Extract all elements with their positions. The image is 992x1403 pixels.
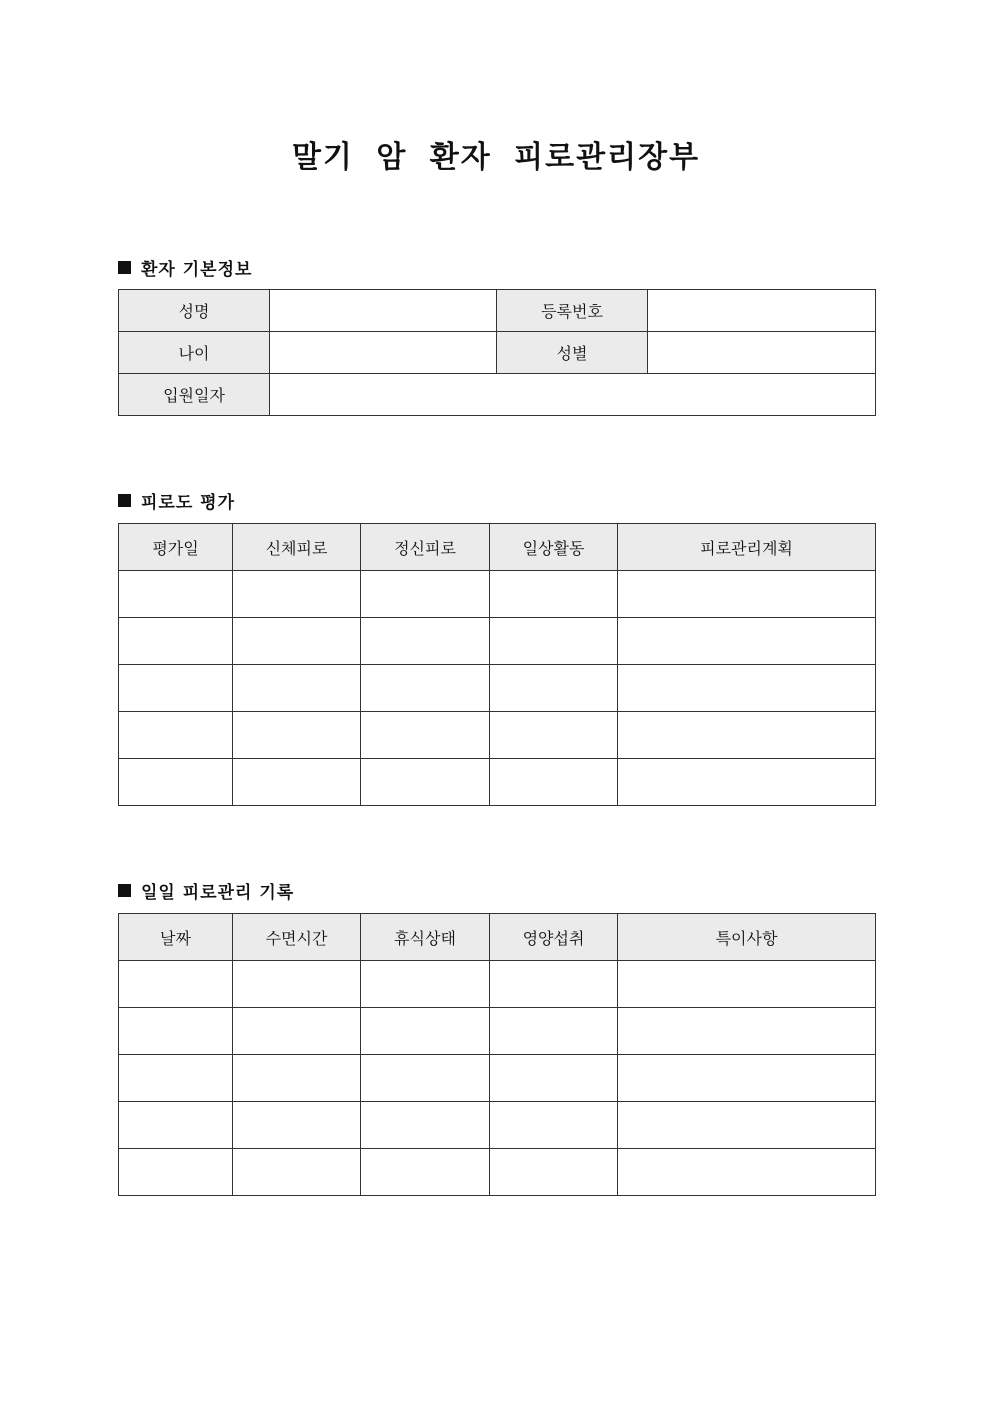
fatigue-assessment-table — [118, 523, 876, 806]
column-header: 피로관리계획 — [618, 524, 876, 571]
table-cell[interactable] — [490, 712, 618, 759]
table-row — [119, 712, 876, 759]
table-cell[interactable] — [119, 759, 233, 806]
table-cell[interactable] — [618, 1102, 876, 1149]
reg-no-label: 등록번호 — [497, 290, 648, 332]
column-header: 특이사항 — [618, 914, 876, 961]
table-cell[interactable] — [361, 1055, 490, 1102]
sex-label: 성별 — [497, 332, 648, 374]
table-cell[interactable] — [119, 618, 233, 665]
table-cell[interactable] — [490, 1149, 618, 1196]
table-cell[interactable] — [618, 759, 876, 806]
table-cell[interactable] — [361, 759, 490, 806]
table-row — [119, 759, 876, 806]
table-cell[interactable] — [361, 1149, 490, 1196]
table-header-row — [119, 524, 876, 571]
table-cell[interactable] — [490, 571, 618, 618]
section-heading-fatigue-assessment — [118, 488, 235, 513]
table-cell[interactable] — [119, 961, 233, 1008]
table-cell[interactable] — [361, 665, 490, 712]
patient-info-table — [118, 289, 876, 416]
table-cell[interactable] — [119, 1055, 233, 1102]
table-cell[interactable] — [618, 961, 876, 1008]
table-cell[interactable] — [233, 1149, 361, 1196]
table-cell[interactable] — [361, 618, 490, 665]
page-title: 말기 암 환자 피로관리장부 — [291, 140, 701, 175]
table-cell[interactable] — [233, 961, 361, 1008]
table-cell[interactable] — [119, 571, 233, 618]
table-cell[interactable] — [233, 618, 361, 665]
table-cell[interactable] — [618, 618, 876, 665]
table-cell[interactable] — [490, 961, 618, 1008]
column-header: 평가일 — [119, 524, 233, 571]
table-cell[interactable] — [119, 712, 233, 759]
table-cell[interactable] — [490, 759, 618, 806]
table-row — [119, 1008, 876, 1055]
sex-field[interactable] — [648, 332, 876, 374]
table-row — [119, 1102, 876, 1149]
section-heading-text: 일일 피로관리 기록 — [141, 883, 295, 903]
table-cell[interactable] — [119, 665, 233, 712]
table-row — [119, 571, 876, 618]
table-cell[interactable] — [618, 571, 876, 618]
column-header: 신체피로 — [233, 524, 361, 571]
table-cell[interactable] — [618, 1008, 876, 1055]
table-cell[interactable] — [233, 1055, 361, 1102]
table-row — [119, 665, 876, 712]
column-header: 날짜 — [119, 914, 233, 961]
square-bullet-icon — [118, 884, 131, 897]
table-cell[interactable] — [233, 712, 361, 759]
table-cell[interactable] — [233, 759, 361, 806]
square-bullet-icon — [118, 494, 131, 507]
daily-record-table — [118, 913, 876, 1196]
table-cell[interactable] — [361, 571, 490, 618]
table-cell[interactable] — [361, 712, 490, 759]
section-heading-text: 환자 기본정보 — [141, 260, 253, 280]
table-row — [119, 1149, 876, 1196]
table-cell[interactable] — [233, 1102, 361, 1149]
table-cell[interactable] — [618, 712, 876, 759]
table-row — [119, 1055, 876, 1102]
column-header: 수면시간 — [233, 914, 361, 961]
table-cell[interactable] — [618, 1055, 876, 1102]
table-cell[interactable] — [618, 1149, 876, 1196]
table-cell[interactable] — [119, 1149, 233, 1196]
table-header-row — [119, 914, 876, 961]
admission-date-field[interactable] — [270, 374, 876, 416]
table-cell[interactable] — [490, 1008, 618, 1055]
table-row — [119, 961, 876, 1008]
column-header: 휴식상태 — [361, 914, 490, 961]
section-heading-text: 피로도 평가 — [141, 493, 236, 513]
table-cell[interactable] — [233, 1008, 361, 1055]
table-cell[interactable] — [361, 1102, 490, 1149]
age-label: 나이 — [119, 332, 270, 374]
square-bullet-icon — [118, 261, 131, 274]
name-field[interactable] — [270, 290, 497, 332]
table-cell[interactable] — [361, 961, 490, 1008]
column-header: 일상활동 — [490, 524, 618, 571]
name-label: 성명 — [119, 290, 270, 332]
age-field[interactable] — [270, 332, 497, 374]
table-cell[interactable] — [490, 618, 618, 665]
table-row — [119, 618, 876, 665]
table-cell[interactable] — [361, 1008, 490, 1055]
table-row — [119, 374, 876, 416]
table-cell[interactable] — [490, 1055, 618, 1102]
table-row — [119, 332, 876, 374]
column-header: 영양섭취 — [490, 914, 618, 961]
table-cell[interactable] — [119, 1008, 233, 1055]
table-cell[interactable] — [233, 665, 361, 712]
table-cell[interactable] — [119, 1102, 233, 1149]
table-cell[interactable] — [618, 665, 876, 712]
reg-no-field[interactable] — [648, 290, 876, 332]
admission-date-label: 입원일자 — [119, 374, 270, 416]
table-cell[interactable] — [490, 1102, 618, 1149]
column-header: 정신피로 — [361, 524, 490, 571]
section-heading-patient-info — [118, 255, 252, 280]
table-row — [119, 290, 876, 332]
section-heading-daily-record — [118, 878, 294, 903]
table-cell[interactable] — [233, 571, 361, 618]
table-cell[interactable] — [490, 665, 618, 712]
